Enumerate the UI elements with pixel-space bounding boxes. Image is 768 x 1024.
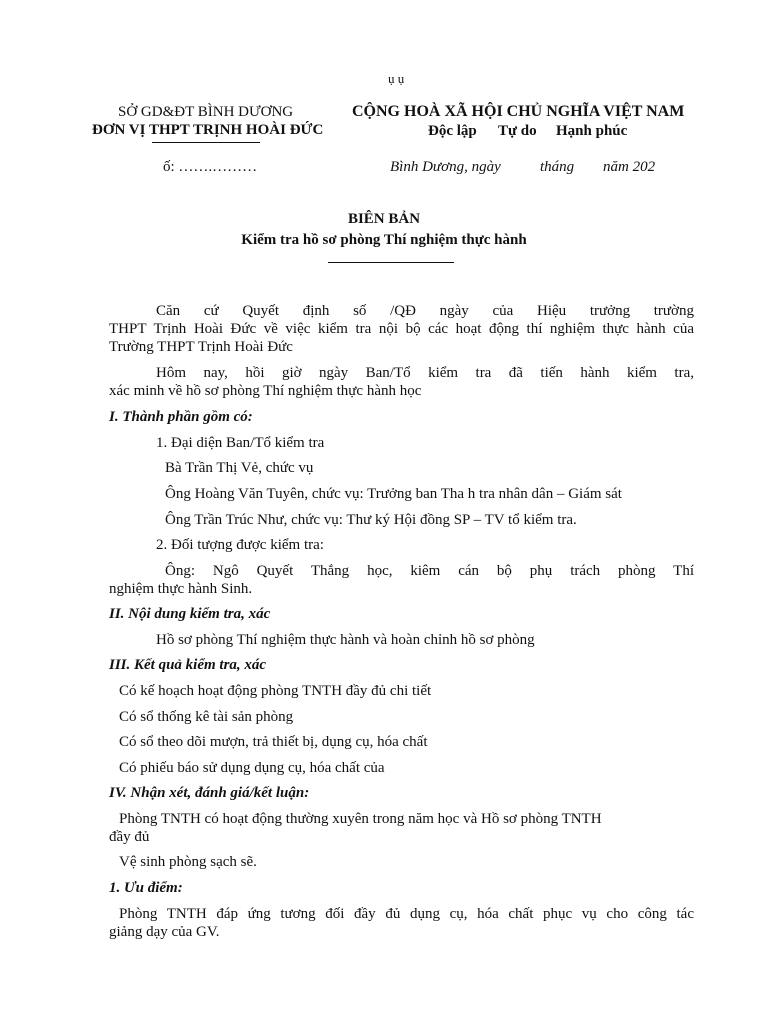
member-line: Bà Trần Thị Vẻ, chức vụ	[165, 460, 314, 476]
intro-line: xác minh về hồ sơ phòng Thí nghiệm thực hành học	[109, 383, 422, 399]
advantage-line: Phòng TNTH đáp ứng tương đối đầy đủ dụng cụ, hóa chất phục vụ cho công tác	[119, 906, 694, 922]
date-year: năm 202	[603, 159, 656, 175]
department-name: SỞ GD&ĐT BÌNH DƯƠNG	[118, 104, 294, 120]
unit-underline	[152, 142, 260, 143]
result-item: Có kế hoạch hoạt động phòng TNTH đầy đủ chi tiết	[119, 683, 432, 699]
result-item: Có sổ thống kê tài sản phòng	[119, 709, 294, 725]
intro-line: Trường THPT Trịnh Hoài Đức	[109, 339, 293, 355]
advantage-line: giảng dạy của GV.	[109, 924, 220, 940]
section-heading: I. Thành phần gồm có:	[109, 409, 253, 425]
list-item: 2. Đối tượng được kiểm tra:	[156, 537, 324, 553]
title-underline	[328, 262, 454, 263]
document-title: BIÊN BẢN	[347, 211, 421, 227]
intro-line: THPT Trịnh Hoài Đức về việc kiểm tra nội bộ các hoạt động thí nghiệm thực hành của	[109, 321, 694, 337]
motto-freedom: Tự do	[498, 123, 537, 139]
remark-line: Vệ sinh phòng sạch sẽ.	[119, 854, 257, 870]
intro-line: Hôm nay, hồi giờ ngày Ban/Tổ kiểm tra đã tiến hành kiểm tra,	[156, 365, 694, 381]
document-number: ố: …….………	[163, 159, 258, 175]
intro-line: Căn cứ Quyết định số /QĐ ngày của Hiệu trưởng trường	[156, 303, 694, 319]
remark-line: Phòng TNTH có hoạt động thường xuyên trong năm học và Hồ sơ phòng TNTH	[119, 811, 602, 827]
motto-independence: Độc lập	[428, 123, 477, 139]
result-item: Có phiếu báo sử dụng dụng cụ, hóa chất của	[119, 760, 385, 776]
document-subtitle: Kiểm tra hồ sơ phòng Thí nghiệm thực hành	[241, 232, 527, 248]
section-heading: III. Kết quả kiểm tra, xác	[109, 657, 267, 673]
result-item: Có sổ theo dõi mượn, trả thiết bị, dụng cụ, hóa chất	[119, 734, 428, 750]
member-line: Ông Hoàng Văn Tuyên, chức vụ: Trưởng ban Tha h tra nhân dân – Giám sát	[165, 486, 622, 502]
member-line: Ông Trần Trúc Như, chức vụ: Thư ký Hội đồng SP – TV tổ kiểm tra.	[165, 512, 577, 528]
section-heading: 1. Ưu điểm:	[109, 880, 183, 896]
section-heading: IV. Nhận xét, đánh giá/kết luận:	[109, 785, 310, 801]
subject-line: Ông: Ngô Quyết Thắng học, kiêm cán bộ phụ trách phòng Thí	[165, 563, 694, 579]
unit-name: ĐƠN VỊ THPT TRỊNH HOÀI ĐỨC	[92, 122, 324, 138]
section-text: Hồ sơ phòng Thí nghiệm thực hành và hoàn chỉnh hồ sơ phòng	[156, 632, 535, 648]
remark-line: đầy đủ	[109, 829, 150, 845]
top-mark: ụ ụ	[388, 71, 405, 86]
section-heading: II. Nội dung kiểm tra, xác	[109, 606, 271, 622]
list-item: 1. Đại diện Ban/Tổ kiểm tra	[156, 435, 325, 451]
country-name: CỘNG HOÀ XÃ HỘI CHỦ NGHĨA VIỆT NAM	[352, 103, 685, 120]
date-month: tháng	[540, 159, 575, 175]
motto-happiness: Hạnh phúc	[556, 123, 628, 139]
subject-line: nghiệm thực hành Sinh.	[109, 581, 253, 597]
date-place: Bình Dương, ngày	[390, 159, 501, 175]
